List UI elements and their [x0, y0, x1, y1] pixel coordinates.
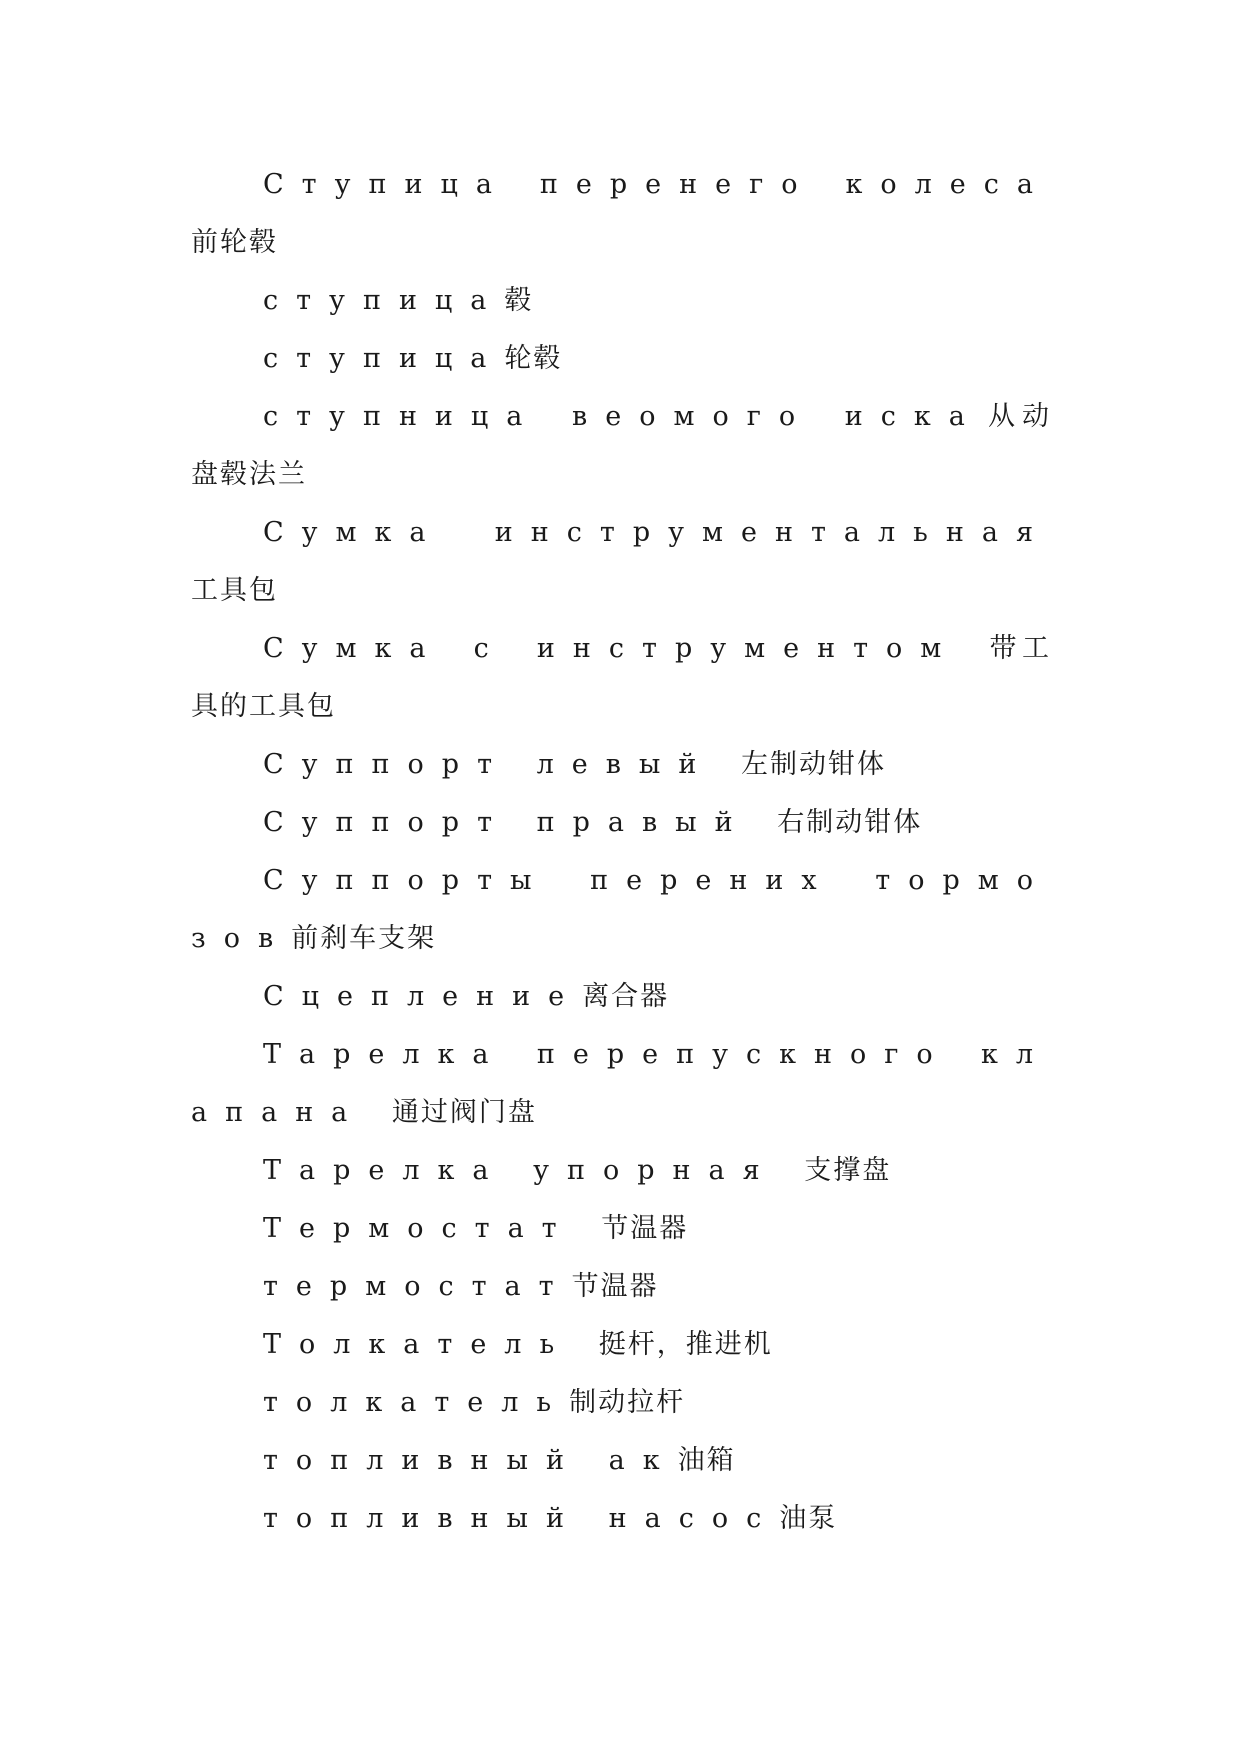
chinese-term: 前轮毂: [191, 227, 278, 258]
glossary-entry: [191, 968, 1051, 1026]
glossary-entry: [191, 1316, 1051, 1374]
glossary-entry: [191, 330, 1051, 388]
russian-term: Сумка инструментальная: [263, 517, 1051, 548]
glossary-entry: [191, 156, 1051, 272]
glossary-entry: [191, 388, 1051, 504]
chinese-term: 制动拉杆: [569, 1387, 686, 1418]
chinese-term: 轮毂: [504, 343, 563, 374]
glossary-entry: [191, 504, 1051, 620]
russian-term: Сумка с инструментом: [263, 633, 990, 664]
glossary-entry: [191, 1258, 1051, 1316]
glossary-entry: [191, 852, 1051, 968]
russian-term: Термостат: [263, 1213, 602, 1244]
russian-term: Ступица перенего колеса: [263, 169, 1051, 200]
chinese-term: 节温器: [601, 1213, 689, 1244]
russian-term: Суппорт левый: [263, 749, 741, 780]
chinese-term: 右制动钳体: [777, 807, 923, 838]
chinese-term: 工具包: [191, 575, 278, 606]
glossary-entry: [191, 1200, 1051, 1258]
russian-term: Сцепление: [263, 981, 583, 1012]
chinese-term: 带工具的工具包: [191, 633, 1052, 722]
chinese-term: 挺杆，推进机: [598, 1329, 773, 1360]
glossary-entry: [191, 1490, 1051, 1548]
chinese-term: 毂: [504, 285, 534, 316]
russian-term: Тарелка упорная: [263, 1155, 805, 1186]
chinese-term: 左制动钳体: [741, 749, 886, 780]
russian-term: топливный насос: [263, 1503, 780, 1534]
russian-term: Суппорт правый: [263, 807, 778, 838]
glossary-entry: [191, 794, 1051, 852]
russian-term: Суппорты перених тормозов: [191, 865, 1051, 954]
chinese-term: 从动盘毂法兰: [191, 401, 1051, 490]
glossary-entry: [191, 1374, 1051, 1432]
chinese-term: 油泵: [779, 1503, 838, 1534]
russian-term: ступица: [263, 285, 505, 316]
russian-term: ступница веомого иска: [263, 401, 983, 432]
chinese-term: 节温器: [571, 1271, 659, 1302]
glossary-entry: [191, 272, 1051, 330]
russian-term: термостат: [263, 1271, 572, 1302]
chinese-term: 离合器: [582, 981, 670, 1012]
glossary-entry: [191, 1142, 1051, 1200]
glossary-entry: [191, 736, 1051, 794]
chinese-term: 通过阀门盘: [391, 1097, 537, 1128]
glossary-entry: [191, 1026, 1051, 1142]
russian-term: ступица: [263, 343, 505, 374]
russian-term: Тарелка перепускного клапана: [191, 1039, 1051, 1128]
glossary-entry: [191, 620, 1051, 736]
glossary-body: [191, 156, 1051, 1548]
russian-term: топливный ак: [263, 1445, 678, 1476]
russian-term: толкатель: [263, 1387, 570, 1418]
russian-term: Толкатель: [263, 1329, 599, 1360]
chinese-term: 前刹车支架: [291, 923, 437, 954]
chinese-term: 油箱: [677, 1445, 736, 1476]
chinese-term: 支撑盘: [804, 1155, 892, 1186]
glossary-entry: [191, 1432, 1051, 1490]
